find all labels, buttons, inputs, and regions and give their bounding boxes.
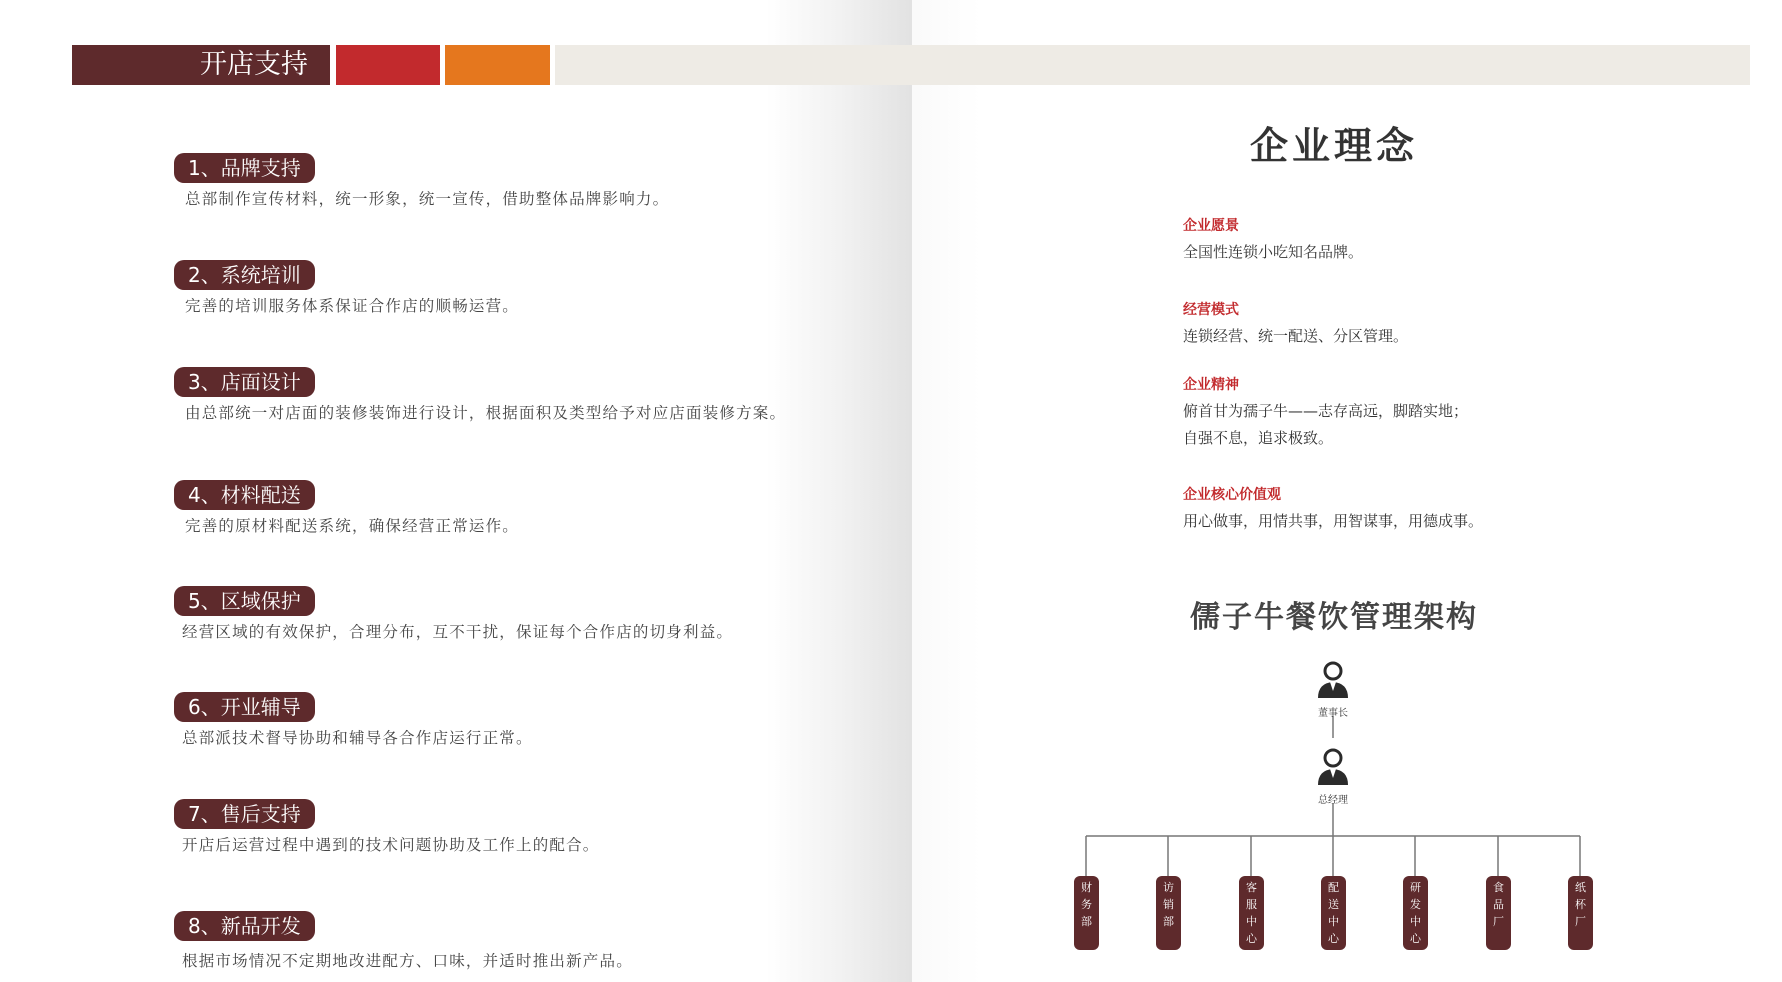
support-item-desc: 由总部统一对店面的装修装饰进行设计，根据面积及类型给予对应店面装修方案。	[185, 404, 787, 422]
philosophy-text: 俯首甘为孺子牛——志存高远，脚踏实地；	[1183, 402, 1469, 420]
support-item-desc: 根据市场情况不定期地改进配方、口味，并适时推出新产品。	[182, 952, 633, 970]
philosophy-text: 连锁经营、统一配送、分区管理。	[1183, 327, 1409, 345]
support-item-label: 7、售后支持	[174, 799, 315, 829]
section-header: 开店支持	[72, 45, 330, 85]
gm-label: 总经理	[1318, 795, 1348, 806]
person-icon	[1316, 661, 1350, 699]
department-box: 食 品 厂	[1486, 876, 1511, 950]
philosophy-heading: 企业愿景	[1183, 218, 1239, 234]
philosophy-text: 用心做事，用情共事，用智谋事，用德成事。	[1183, 512, 1484, 530]
department-box: 纸 杯 厂	[1568, 876, 1593, 950]
philosophy-heading: 企业核心价值观	[1183, 487, 1281, 503]
department-box: 访 销 部	[1156, 876, 1181, 950]
department-box: 财 务 部	[1074, 876, 1099, 950]
support-item-desc: 完善的培训服务体系保证合作店的顺畅运营。	[185, 297, 520, 315]
philosophy-heading: 经营模式	[1183, 302, 1239, 318]
support-item-label: 6、开业辅导	[174, 692, 315, 722]
chairman-node	[1303, 661, 1363, 719]
philosophy-title: 企业理念	[1250, 124, 1419, 168]
support-item-desc: 总部制作宣传材料，统一形象，统一宣传，借助整体品牌影响力。	[185, 190, 670, 208]
support-item-label: 8、新品开发	[174, 911, 315, 941]
org-chart-title: 儒子牛餐饮管理架构	[1190, 600, 1478, 635]
gm-node	[1303, 748, 1363, 806]
department-box: 研 发 中 心	[1403, 876, 1428, 950]
support-item-label: 1、品牌支持	[174, 153, 315, 183]
philosophy-text: 全国性连锁小吃知名品牌。	[1183, 243, 1364, 261]
chairman-label: 董事长	[1318, 708, 1348, 719]
person-icon	[1316, 748, 1350, 786]
support-item-label: 4、材料配送	[174, 480, 315, 510]
philosophy-heading: 企业精神	[1183, 377, 1239, 393]
support-item-desc: 完善的原材料配送系统，确保经营正常运作。	[185, 517, 520, 535]
support-item-desc: 经营区域的有效保护，合理分布，互不干扰，保证每个合作店的切身利益。	[182, 623, 734, 641]
philosophy-text: 自强不息，追求极致。	[1183, 429, 1334, 447]
support-item-desc: 总部派技术督导协助和辅导各合作店运行正常。	[182, 729, 533, 747]
department-box: 客 服 中 心	[1239, 876, 1264, 950]
support-item-desc: 开店后运营过程中遇到的技术问题协助及工作上的配合。	[182, 836, 600, 854]
support-item-label: 2、系统培训	[174, 260, 315, 290]
support-item-label: 3、店面设计	[174, 367, 315, 397]
support-item-label: 5、区域保护	[174, 586, 315, 616]
department-box: 配 送 中 心	[1321, 876, 1346, 950]
